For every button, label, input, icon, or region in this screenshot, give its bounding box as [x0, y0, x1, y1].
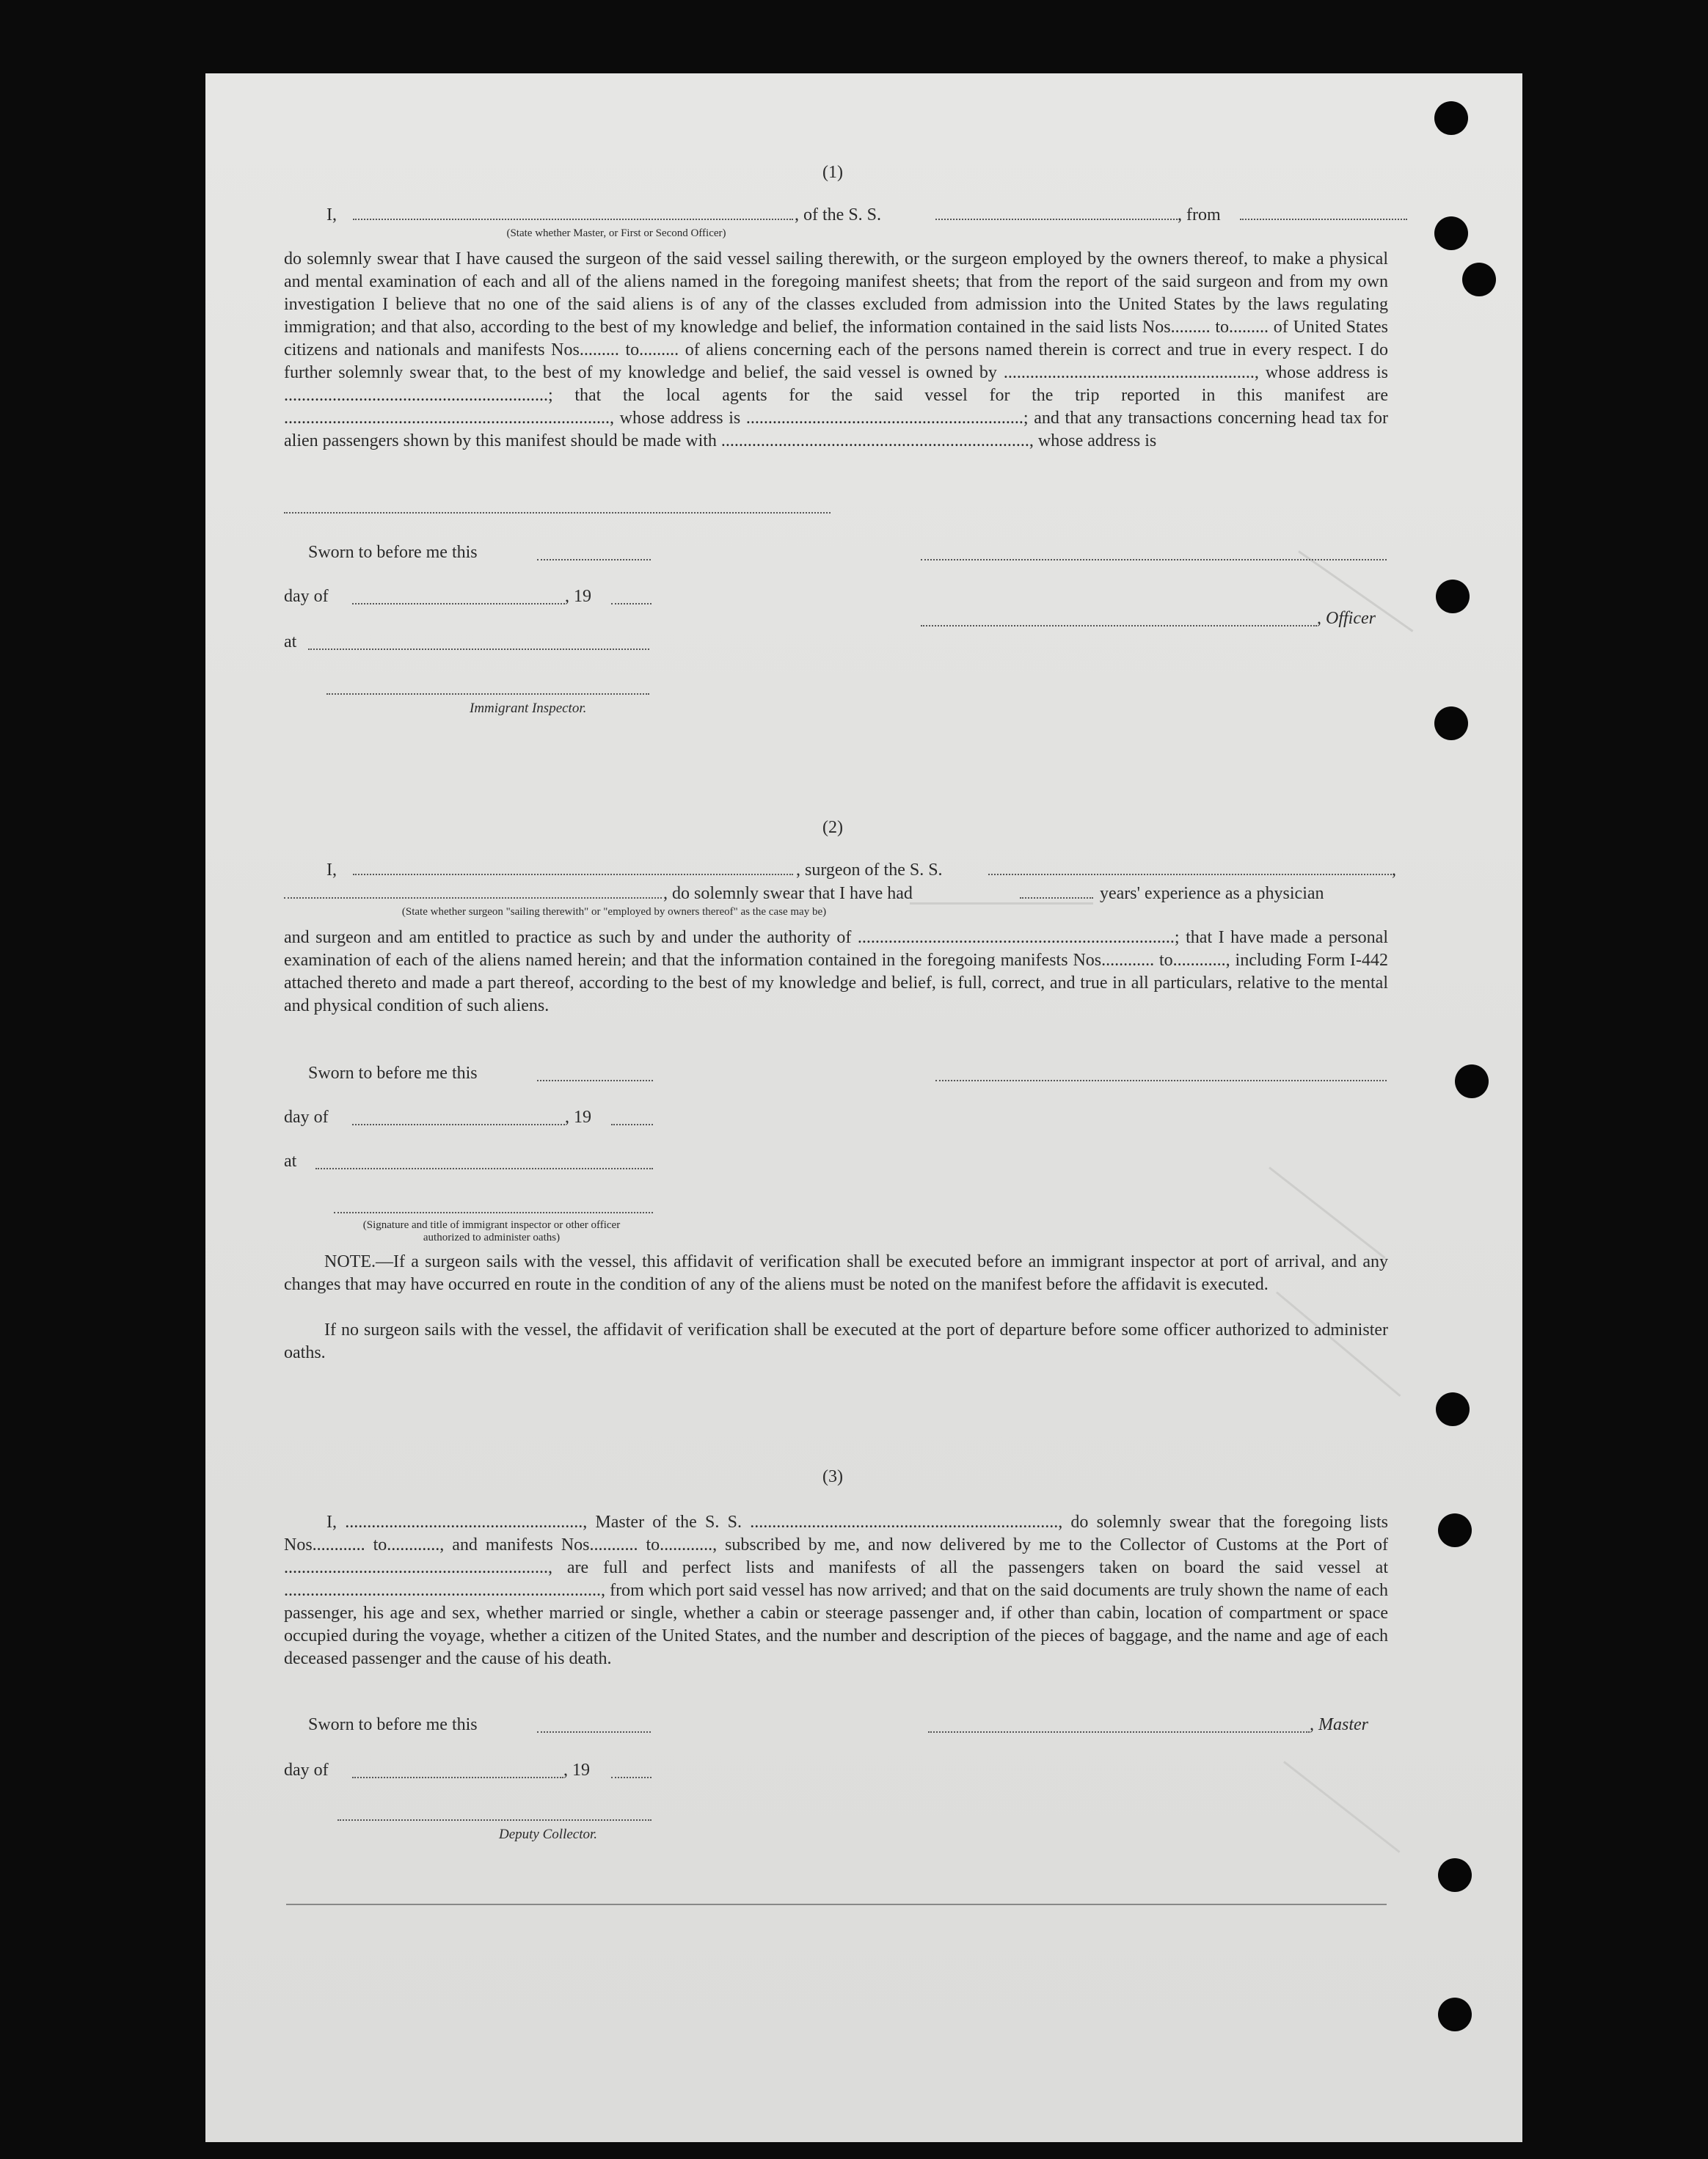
affidavit-3-day-of: [284, 1761, 329, 1780]
binder-hole: [1436, 1392, 1470, 1426]
affidavit-1-officer-note: (State whether Master, or First or Second Officer): [506, 227, 726, 239]
affidavit-1-body: do solemnly swear that I have caused the surgeon of the said vessel sailing therewith, or the surgeon employed by the owners thereof, to make a physical and mental examination of each and all of the aliens named in the foregoing manifest sheets; that from the report of the said surgeon and from my own investigation I believe that no one of the said aliens is of any of the classes excluded from admission into the United States by the laws regulating immigration; and that also, according to the best of my knowledge and belief, the information contained in the said lists Nos......... to......... of United States citizens and nationals and manifests Nos......... to......... of aliens concerning each of the persons named therein is correct and true in every respect. I do further solemnly swear that, to the best of my knowledge and belief, the said vessel is owned by ........................................................., whose address is ............................................................; that the local agents for the said vessel for the trip reported in this manifest are .........................................................................., whose address is ...............................................................; and that any transactions concerning head tax for alien passengers shown by this manifest should be made with ......................................................................, whose address is: [284, 249, 1388, 450]
from-port-blank[interactable]: [1240, 205, 1407, 220]
ship-name-blank[interactable]: [935, 205, 1178, 220]
affidavit-3-body: I, ......................................................, Master of the S. S. ......................................................................, do solemnly swear that the foregoing lists Nos............ to............, and manifests Nos........... to............, subscribed by me, and now delivered by me to the Collector of Customs at the Port of ............................................................, are full and perfect lists and manifests of all the passengers taken on board the said vessel at ........................................................................, from which port said vessel has now arrived; and that on the said documents are truly shown the name of each passenger, his age and sex, whether married or single, whether a cabin or steerage passenger and, if other than cabin, location of compartment or space occupied during the voyage, whether a citizen of the United States, and the number and description of the pieces of baggage, and the name and age of each deceased passenger and the cause of his death.: [284, 1513, 1388, 1668]
year-blank-1[interactable]: [611, 603, 652, 604]
affidavit-1-day-of: [284, 587, 329, 607]
affidavit-2-i: I,: [326, 861, 337, 880]
affidavit-1-extra-address-line[interactable]: [284, 512, 831, 514]
day-blank-2[interactable]: [352, 1124, 565, 1125]
day-blank-3[interactable]: [352, 1777, 563, 1778]
at-label: at: [284, 632, 297, 651]
affidavit-1-of-ss: , of the S. S.: [795, 205, 882, 224]
affidavit-3-number: (3): [822, 1467, 843, 1486]
officer-name-blank[interactable]: [353, 205, 793, 220]
bottom-rule: [286, 1904, 1387, 1905]
affidavit-3-year: , 19: [563, 1761, 590, 1780]
binder-hole: [1434, 706, 1468, 740]
affidavit-3-sworn: [308, 1715, 478, 1735]
bleed-through-stroke: [1283, 1761, 1400, 1852]
affidavit-2-year: , 19: [565, 1108, 591, 1127]
at-label: at: [284, 1152, 297, 1171]
officer-label: , Officer: [1317, 609, 1376, 628]
surgeon-note-2: If no surgeon sails with the vessel, the affidavit of verification shall be executed at the port of departure before some officer authorized to administer oaths.: [284, 1320, 1388, 1362]
sworn-label: Sworn to before me this: [308, 1064, 478, 1083]
comma: ,: [1392, 861, 1396, 880]
binder-hole: [1455, 1064, 1489, 1098]
master-label: , Master: [1310, 1715, 1368, 1734]
solemnly-swear-label: , do solemnly swear that I have had: [663, 884, 913, 903]
affidavit-2-at: [284, 1152, 296, 1172]
binder-hole: [1434, 216, 1468, 250]
binder-hole: [1438, 1858, 1472, 1892]
affidavit-2-sworn: [308, 1064, 478, 1084]
years-experience-blank[interactable]: [1020, 884, 1093, 899]
surgeon-of-ss: , surgeon of the S. S.: [796, 861, 943, 880]
bleed-through-stroke: [910, 902, 1093, 905]
sworn-date-blank-3[interactable]: [537, 1731, 651, 1733]
affidavit-1-at: [284, 632, 296, 652]
sworn-label: Sworn to before me this: [308, 1715, 478, 1734]
inspector-signature-blank[interactable]: [326, 693, 649, 695]
surgeon-name-blank[interactable]: [353, 861, 793, 875]
affidavit-1-sworn: [308, 543, 478, 563]
affidavit-1-year: , 19: [565, 587, 591, 606]
day-of-label: day of: [284, 587, 329, 606]
sworn-date-blank-2[interactable]: [537, 1080, 653, 1081]
authorized-officer-note: (Signature and title of immigrant inspector or other officer authorized to administer oaths): [362, 1219, 621, 1243]
affidavit-2-day-of: [284, 1108, 329, 1128]
affidavit-2-body: and surgeon and am entitled to practice as such by and under the authority of ........................................................................; that I have made a personal examination of each of the aliens named herein; and that the information contained in the foregoing manifests Nos............ to............, including Form I-442 attached thereto and made a part thereof, according to the best of my knowledge and belief, is full, correct, and true in all particulars, relative to the mental and physical condition of such aliens.: [284, 928, 1388, 1015]
surgeon-note-1: NOTE.—If a surgeon sails with the vessel, this affidavit of verification shall be executed before an immigrant inspector at port of arrival, and any changes that may have occurred en route in the condition of any of the aliens must be noted on the manifest before the affidavit is executed.: [284, 1252, 1388, 1294]
sworn-date-blank-1[interactable]: [537, 559, 651, 560]
year-blank-2[interactable]: [611, 1124, 653, 1125]
surgeon-status-blank[interactable]: [284, 884, 662, 899]
master-signature-blank[interactable]: [928, 1731, 1310, 1733]
affidavit-1-number: (1): [822, 163, 843, 182]
surgeon-status-note: (State whether surgeon "sailing therewith" or "employed by owners thereof" as the case may be): [401, 906, 827, 918]
binder-hole: [1434, 101, 1468, 135]
affidavit-1-i: I,: [326, 205, 337, 224]
bleed-through-stroke: [1269, 1166, 1385, 1258]
officer-signature-blank[interactable]: [921, 559, 1387, 560]
binder-hole: [1436, 580, 1470, 613]
affidavit-2-number: (2): [822, 818, 843, 837]
binder-hole: [1438, 1998, 1472, 2031]
officer-title-blank[interactable]: [921, 625, 1317, 626]
surgeon-signature-blank[interactable]: [935, 1080, 1387, 1081]
authorized-officer-signature-blank[interactable]: [334, 1212, 653, 1213]
day-blank-1[interactable]: [352, 603, 565, 604]
surgeon-ship-blank[interactable]: [988, 861, 1392, 875]
collector-signature-blank[interactable]: [337, 1819, 652, 1821]
affidavit-1-from: , from: [1178, 205, 1221, 224]
binder-hole: [1462, 263, 1496, 296]
day-of-label: day of: [284, 1761, 329, 1780]
immigrant-inspector-label: Immigrant Inspector.: [470, 701, 587, 716]
manifest-back-page: [205, 73, 1522, 2142]
sworn-label: Sworn to before me this: [308, 543, 478, 562]
day-of-label: day of: [284, 1108, 329, 1127]
year-blank-3[interactable]: [611, 1777, 652, 1778]
years-experience-label: years' experience as a physician: [1100, 884, 1324, 903]
place-blank-2[interactable]: [315, 1168, 653, 1169]
place-blank-1[interactable]: [308, 649, 649, 650]
deputy-collector-label: Deputy Collector.: [499, 1827, 598, 1842]
binder-hole: [1438, 1513, 1472, 1547]
